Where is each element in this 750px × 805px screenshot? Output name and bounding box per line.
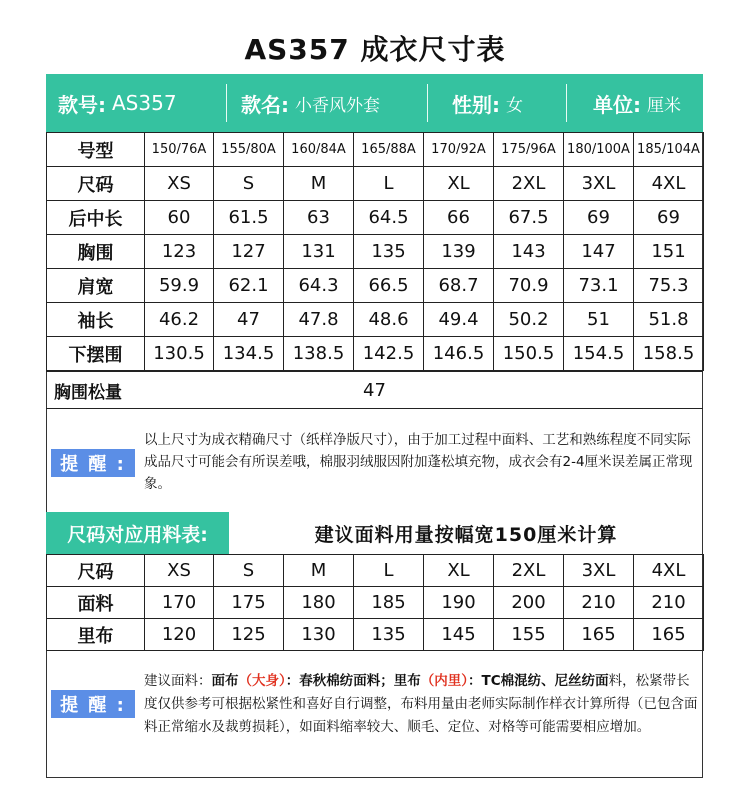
table-cell: 4XL — [634, 167, 704, 201]
table-cell: L — [354, 167, 424, 201]
info-code-value: AS357 — [112, 91, 177, 115]
table-cell: 200 — [494, 587, 564, 619]
table-cell: 175 — [214, 587, 284, 619]
material-table — [46, 554, 704, 651]
table-cell: 46.2 — [145, 303, 214, 337]
table-cell: M — [284, 555, 354, 587]
tip2-highlight: （内里） — [420, 673, 468, 689]
table-cell: 130.5 — [145, 337, 214, 371]
material-row — [47, 555, 704, 587]
table-cell: 135 — [354, 619, 424, 651]
table-cell: 62.1 — [214, 269, 284, 303]
tip-text: 以上尺寸为成衣精确尺寸（纸样净版尺寸），由于加工过程中面料、工艺和熟练程度不同实际成品尺寸可能会有所误差哦，棉服羽绒服因附加蓬松填充物，成衣会有2-4厘米误差属正常现象。 — [144, 432, 693, 492]
table-cell: 143 — [494, 235, 564, 269]
info-bar — [46, 74, 703, 132]
table-cell: 210 — [564, 587, 634, 619]
table-cell: 134.5 — [214, 337, 284, 371]
table-cell: 61.5 — [214, 201, 284, 235]
tip-box — [46, 409, 703, 509]
info-name-value: 小香风外套 — [295, 95, 380, 116]
row-label: 后中长 — [47, 201, 145, 235]
table-cell: 146.5 — [424, 337, 494, 371]
table-cell: 158.5 — [634, 337, 704, 371]
table-cell: 2XL — [494, 167, 564, 201]
table-cell: 185/104A — [634, 133, 704, 167]
table-row — [47, 133, 704, 167]
chest-ease-value: 47 — [363, 379, 386, 401]
table-cell: 150.5 — [494, 337, 564, 371]
table-cell: 170/92A — [424, 133, 494, 167]
table-cell: 2XL — [494, 555, 564, 587]
table-row — [47, 201, 704, 235]
info-gender — [428, 74, 566, 132]
table-cell: 145 — [424, 619, 494, 651]
table-cell: 131 — [284, 235, 354, 269]
table-cell: S — [214, 167, 284, 201]
table-cell: 210 — [634, 587, 704, 619]
table-cell: 180/100A — [564, 133, 634, 167]
table-cell: 170 — [145, 587, 214, 619]
table-cell: 60 — [145, 201, 214, 235]
table-cell: 64.3 — [284, 269, 354, 303]
info-unit-key: 单位: — [593, 92, 641, 117]
table-cell: M — [284, 167, 354, 201]
table-cell: 165/88A — [354, 133, 424, 167]
table-cell: XS — [145, 555, 214, 587]
table-cell: 3XL — [564, 167, 634, 201]
material-header — [46, 512, 703, 554]
table-cell: 68.7 — [424, 269, 494, 303]
table-cell: 135 — [354, 235, 424, 269]
page-title: AS357 成衣尺寸表 — [244, 33, 506, 66]
chest-ease-row — [46, 371, 703, 409]
table-cell: 70.9 — [494, 269, 564, 303]
info-gender-key: 性别: — [452, 92, 500, 117]
table-cell: 130 — [284, 619, 354, 651]
row-label: 胸围 — [47, 235, 145, 269]
table-cell: 73.1 — [564, 269, 634, 303]
material-row — [47, 619, 704, 651]
tip2-part: ：TC棉混纺、尼丝纺面 — [468, 673, 609, 689]
table-cell: 64.5 — [354, 201, 424, 235]
chest-ease-label: 胸围松量 — [54, 382, 122, 403]
table-cell: 190 — [424, 587, 494, 619]
table-cell: XS — [145, 167, 214, 201]
table-cell: 127 — [214, 235, 284, 269]
table-cell: 67.5 — [494, 201, 564, 235]
row-label: 肩宽 — [47, 269, 145, 303]
table-cell: 120 — [145, 619, 214, 651]
tip2-part: ：春秋棉纺面料； — [285, 673, 394, 689]
material-label: 尺码对应用料表: — [46, 512, 229, 554]
table-cell: 63 — [284, 201, 354, 235]
table-cell: 69 — [634, 201, 704, 235]
row-label: 袖长 — [47, 303, 145, 337]
table-cell: 142.5 — [354, 337, 424, 371]
info-code-key: 款号: — [58, 92, 106, 117]
tip-badge: 提 醒 : — [51, 449, 135, 477]
info-gender-value: 女 — [506, 95, 523, 116]
table-cell: 185 — [354, 587, 424, 619]
table-cell: 51 — [564, 303, 634, 337]
table-cell: 154.5 — [564, 337, 634, 371]
info-code — [46, 74, 226, 132]
table-row — [47, 269, 704, 303]
tip2-part: 建议面料： — [144, 673, 212, 689]
table-cell: 139 — [424, 235, 494, 269]
row-label: 尺码 — [47, 555, 145, 587]
info-unit — [567, 74, 703, 132]
table-cell: XL — [424, 167, 494, 201]
table-cell: 69 — [564, 201, 634, 235]
row-label: 面料 — [47, 587, 145, 619]
table-cell: 175/96A — [494, 133, 564, 167]
material-note: 建议面料用量按幅宽150厘米计算 — [314, 523, 618, 546]
table-cell: 4XL — [634, 555, 704, 587]
row-label: 尺码 — [47, 167, 145, 201]
table-cell: 160/84A — [284, 133, 354, 167]
info-name-key: 款名: — [241, 92, 289, 117]
tip-badge-2: 提 醒 : — [51, 690, 135, 718]
material-row — [47, 587, 704, 619]
table-cell: 59.9 — [145, 269, 214, 303]
table-cell: 180 — [284, 587, 354, 619]
table-cell: 51.8 — [634, 303, 704, 337]
table-cell: 47 — [214, 303, 284, 337]
table-cell: 150/76A — [145, 133, 214, 167]
table-cell: 123 — [145, 235, 214, 269]
tip-box-2 — [46, 652, 703, 778]
table-row — [47, 167, 704, 201]
table-cell: 75.3 — [634, 269, 704, 303]
table-cell: 147 — [564, 235, 634, 269]
table-cell: 138.5 — [284, 337, 354, 371]
table-row — [47, 303, 704, 337]
table-cell: 3XL — [564, 555, 634, 587]
tip2-part: 面布 — [211, 673, 239, 689]
table-cell: 155 — [494, 619, 564, 651]
row-label: 号型 — [47, 133, 145, 167]
info-name — [227, 74, 427, 132]
tip-text-2 — [144, 670, 700, 739]
table-cell: 155/80A — [214, 133, 284, 167]
tip2-part: 里布 — [393, 673, 421, 689]
tip2-part: 料，松紧带长度仅供参考可根据松紧性和喜好自行调整，布料用量由老师实际制作样衣计算所得（已包含面料正常缩水及裁剪损耗），如面料缩率较大、顺毛、定位、对格等可能需要相应增加。 — [144, 673, 698, 735]
size-table — [46, 132, 704, 371]
table-row — [47, 337, 704, 371]
table-cell: XL — [424, 555, 494, 587]
table-cell: 49.4 — [424, 303, 494, 337]
table-cell: 151 — [634, 235, 704, 269]
table-cell: 50.2 — [494, 303, 564, 337]
table-cell: 125 — [214, 619, 284, 651]
tip2-highlight: （大身） — [238, 673, 286, 689]
row-label: 里布 — [47, 619, 145, 651]
table-cell: 165 — [564, 619, 634, 651]
table-cell: 66.5 — [354, 269, 424, 303]
row-label: 下摆围 — [47, 337, 145, 371]
table-cell: S — [214, 555, 284, 587]
info-unit-value: 厘米 — [647, 95, 681, 116]
table-cell: L — [354, 555, 424, 587]
table-cell: 165 — [634, 619, 704, 651]
table-row — [47, 235, 704, 269]
table-cell: 48.6 — [354, 303, 424, 337]
table-cell: 66 — [424, 201, 494, 235]
table-cell: 47.8 — [284, 303, 354, 337]
